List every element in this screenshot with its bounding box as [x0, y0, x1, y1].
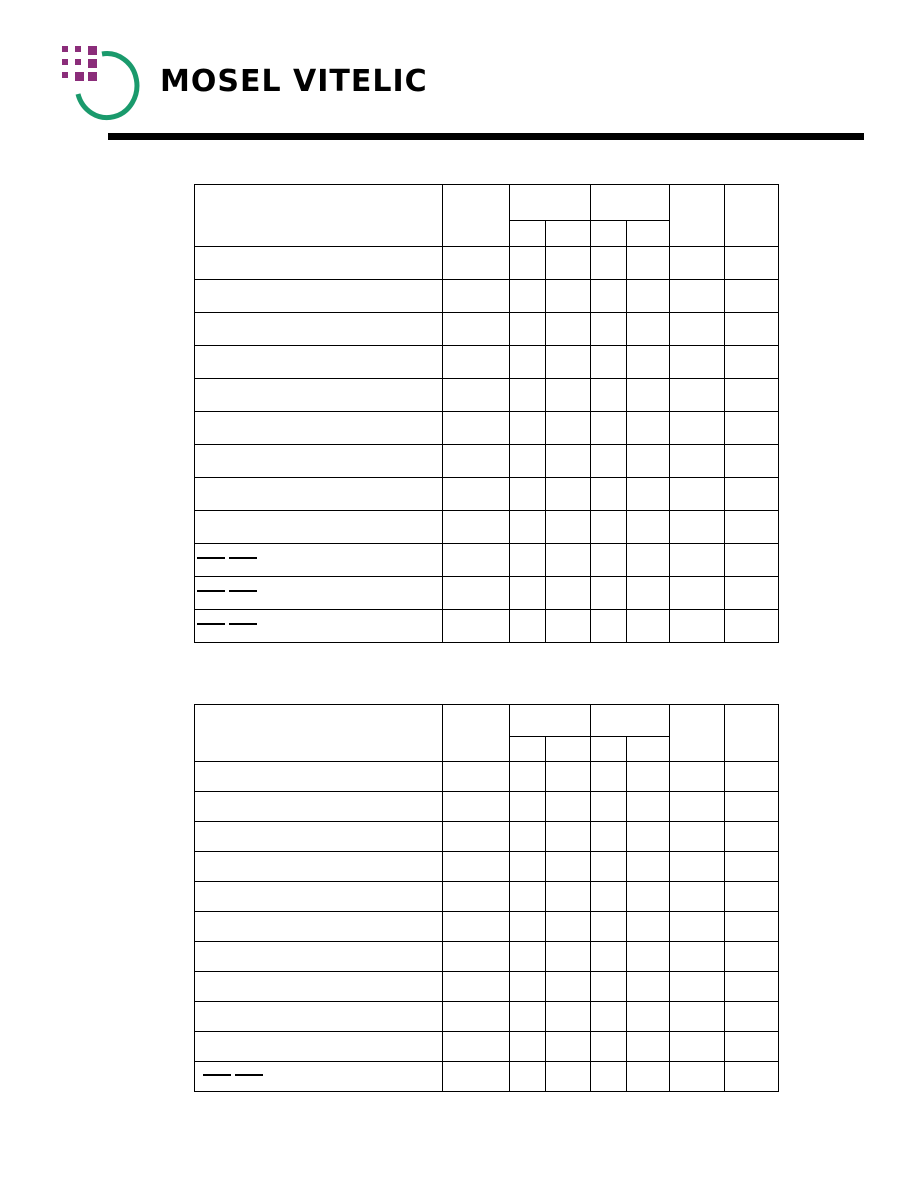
subheader-cell-min-b [591, 221, 627, 247]
header-cell-parameter [195, 705, 443, 762]
header-rule [108, 133, 864, 140]
subheader-cell-min-b [591, 737, 627, 762]
spec-table-2 [194, 704, 779, 1092]
header-cell-group-b [591, 185, 670, 221]
table-row [195, 544, 779, 577]
table-header-row [195, 705, 779, 737]
table-row [195, 972, 779, 1002]
table-row [195, 412, 779, 445]
table-row [195, 912, 779, 942]
table-row [195, 379, 779, 412]
header-cell-unit [670, 185, 725, 247]
table-row [195, 280, 779, 313]
table-row [195, 852, 779, 882]
table-row [195, 478, 779, 511]
table-row [195, 882, 779, 912]
table-row [195, 1062, 779, 1092]
subheader-cell-min-a [510, 221, 546, 247]
header-cell-notes [725, 185, 779, 247]
subheader-cell-max-a [546, 221, 591, 247]
table-row [195, 511, 779, 544]
table-row [195, 577, 779, 610]
table-row [195, 247, 779, 280]
subheader-cell-max-b [627, 737, 670, 762]
table-row [195, 942, 779, 972]
table-row [195, 346, 779, 379]
table-2-body [195, 762, 779, 1092]
subheader-cell-max-a [546, 737, 591, 762]
header-cell-group-a [510, 705, 591, 737]
table-1-body [195, 247, 779, 643]
table-row [195, 762, 779, 792]
header-cell-symbol [443, 705, 510, 762]
subheader-cell-max-b [627, 221, 670, 247]
header-cell-notes [725, 705, 779, 762]
table-row [195, 1032, 779, 1062]
spec-table-1 [194, 184, 779, 643]
subheader-cell-min-a [510, 737, 546, 762]
header-cell-parameter [195, 185, 443, 247]
header-cell-group-b [591, 705, 670, 737]
logo-arc-icon [78, 54, 137, 118]
table-header-row [195, 185, 779, 221]
table-row [195, 610, 779, 643]
table-row [195, 1002, 779, 1032]
header-cell-unit [670, 705, 725, 762]
header-cell-symbol [443, 185, 510, 247]
logo-dots-icon [62, 46, 97, 81]
table-row [195, 445, 779, 478]
header-cell-group-a [510, 185, 591, 221]
table-row [195, 313, 779, 346]
brand-name: MOSEL VITELIC [160, 64, 428, 99]
table-row [195, 792, 779, 822]
mosel-vitelic-logo [58, 42, 158, 122]
table-row [195, 822, 779, 852]
